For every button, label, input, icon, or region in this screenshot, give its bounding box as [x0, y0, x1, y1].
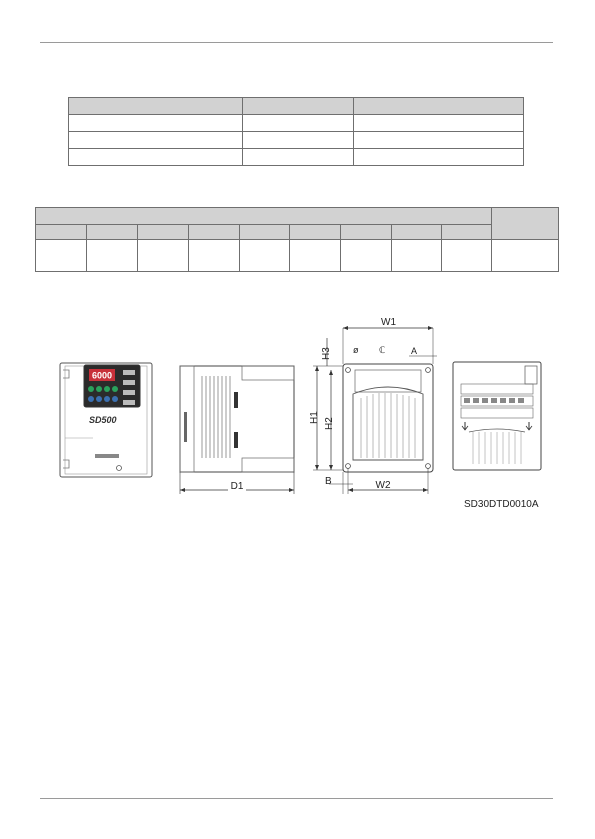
- table-cell: [242, 115, 354, 132]
- brand-logo: SD500: [89, 415, 117, 425]
- table-cell: [69, 149, 243, 166]
- drive-back-view: [451, 360, 543, 472]
- table-header-cell: [442, 225, 492, 240]
- table-cell: [290, 240, 341, 272]
- table-header-cell: [86, 225, 137, 240]
- table-header-cell: [137, 225, 188, 240]
- dimension-a-label: A: [411, 346, 418, 356]
- dimension-phi-label: ø: [353, 345, 359, 355]
- dimension-d1-label: D1: [230, 481, 244, 492]
- table-cell: [137, 240, 188, 272]
- table-header-cell: [188, 225, 239, 240]
- table-cell: [36, 240, 87, 272]
- drive-front-view: [59, 362, 153, 478]
- table-cell: [242, 132, 354, 149]
- table-row: [69, 115, 524, 132]
- table-cell: [239, 240, 290, 272]
- table-cell: [354, 149, 524, 166]
- table-cell: [69, 98, 243, 115]
- drive-side-view: [176, 362, 298, 496]
- dimension-h2-label: H2: [324, 417, 335, 430]
- table-subheader-row: [36, 225, 559, 240]
- table-header-row: [36, 208, 559, 225]
- table-cell: [341, 240, 392, 272]
- table-row: [69, 149, 524, 166]
- dimension-drawing: [305, 318, 440, 496]
- table-header-row: [69, 98, 524, 115]
- table-row: [69, 132, 524, 149]
- dimension-b-label: B: [325, 476, 332, 487]
- footer-rule: [40, 798, 553, 799]
- table-cell: [354, 98, 524, 115]
- header-rule: [40, 42, 553, 43]
- table-cell: [69, 115, 243, 132]
- dimension-w2-label: W2: [375, 480, 391, 491]
- table-header-cell: [239, 225, 290, 240]
- table-cell: [354, 132, 524, 149]
- table-header-cell: [36, 225, 87, 240]
- table-cell: [242, 98, 354, 115]
- table-cell: [242, 149, 354, 166]
- table-cell: [392, 240, 442, 272]
- table-header-cell: [492, 208, 559, 240]
- table-cell: [86, 240, 137, 272]
- figure-code: SD30DTD0010A: [464, 499, 539, 510]
- table-header-cell: [36, 208, 492, 225]
- table-cell: [492, 240, 559, 272]
- table-cell: [69, 132, 243, 149]
- table-cell: [354, 115, 524, 132]
- table-row: [36, 240, 559, 272]
- table-header-cell: [392, 225, 442, 240]
- center-mark-label: ℂ: [379, 345, 386, 355]
- spec-table-one: [68, 97, 524, 166]
- dimension-w1-label: W1: [381, 318, 396, 328]
- table-cell: [442, 240, 492, 272]
- keypad-display: 6000: [91, 370, 113, 381]
- table-header-cell: [290, 225, 341, 240]
- table-header-cell: [341, 225, 392, 240]
- dimension-table: [35, 207, 559, 272]
- dimension-h3-label: H3: [321, 347, 332, 360]
- dimension-h1-label: H1: [309, 411, 320, 424]
- table-cell: [188, 240, 239, 272]
